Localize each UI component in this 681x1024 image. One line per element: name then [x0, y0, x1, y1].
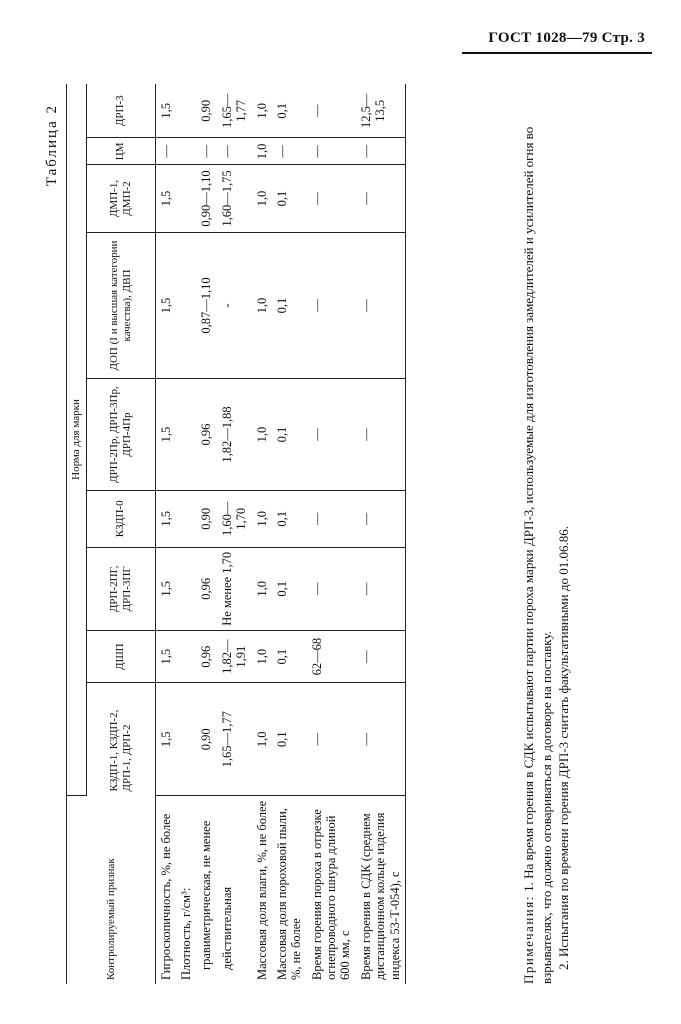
table-cell: 1,0 [252, 165, 272, 233]
table-cell: 0,1 [272, 630, 307, 683]
table-cell: 1,0 [252, 379, 272, 491]
table-cell: 1,5 [155, 547, 176, 630]
table-cell: 0,1 [272, 165, 307, 233]
table-cell: — [307, 379, 356, 491]
table-cell: — [307, 232, 356, 379]
table-cell: Не менее 1,70 [217, 547, 252, 630]
row-label: Массовая доля пороховой пыли, %, не более [274, 808, 304, 980]
row-label: Время горения пороха в отрезке огнепроводного шнура длиной 600 мм, с [309, 809, 353, 980]
table-cell: 1,5 [155, 379, 176, 491]
table-cell: — [307, 490, 356, 547]
note-2: 2. Испытания по времени горения ДРП-3 считать факультативными до 01.06.86. [556, 526, 572, 970]
table-row [217, 84, 252, 984]
group-header-norm: Норма для марки [67, 84, 87, 796]
column-header-brand: ЦМ [86, 138, 155, 165]
table-cell: — [356, 232, 406, 379]
table-cell: 1,5 [155, 84, 176, 138]
table-cell: 1,0 [252, 490, 272, 547]
table-cell: 0,1 [272, 232, 307, 379]
table-cell: — [307, 84, 356, 138]
table-cell: 1,60—1,75 [217, 165, 252, 233]
table-cell: — [356, 490, 406, 547]
table-cell: — [356, 630, 406, 683]
norms-table [66, 84, 406, 984]
table-cell: — [356, 138, 406, 165]
row-label: Массовая доля влаги, %, не более [254, 800, 269, 980]
table-cell: 1,82—1,91 [217, 630, 252, 683]
table-cell: 1,65—1,77 [217, 683, 252, 796]
table-cell: 0,1 [272, 379, 307, 491]
table-cell: 1,60—1,70 [217, 490, 252, 547]
table-cell [176, 630, 196, 683]
table-cell: — [307, 547, 356, 630]
note-1 [520, 84, 555, 984]
table-cell: — [196, 138, 216, 165]
table-cell: 1,0 [252, 232, 272, 379]
table-cell [176, 683, 196, 796]
notes-block [520, 84, 573, 984]
column-header-brand: ДРП-2ПГ, ДРП-3ПГ [86, 547, 155, 630]
table-cell: 0,96 [196, 379, 216, 491]
table-row [307, 84, 356, 984]
column-header-brand: КЗДП-0 [86, 490, 155, 547]
table-row [252, 84, 272, 984]
table-cell: 0,90 [196, 683, 216, 796]
table-cell: 0,96 [196, 547, 216, 630]
row-label: действительная [219, 886, 234, 970]
table-caption: Таблица 2 [44, 104, 60, 187]
note-1-text: 1. На время горения в СДК испытывают партии пороха марки ДРП-3, используемые для изготовления замедлителей и усилителей огня во взрывателях, что должно оговариваться в договоре на поставку. [521, 126, 554, 984]
table-cell: — [356, 683, 406, 796]
table-cell: 1,0 [252, 683, 272, 796]
column-header-brand: ДРП-2Пр, ДРП-3Пр, ДРП-4Пр [86, 379, 155, 491]
column-header-criterion: Контролируемый признак [67, 796, 156, 985]
column-header-brand: КЗДП-1, КЗДП-2, ДРП-1, ДРП-2 [86, 683, 155, 796]
table-cell: 0,96 [196, 630, 216, 683]
table-cell: 0,87—1,10 [196, 232, 216, 379]
table-cell: 1,5 [155, 165, 176, 233]
table-row [155, 84, 176, 984]
table-cell: 0,1 [272, 547, 307, 630]
row-label: Плотность, г/см³: [179, 887, 194, 980]
table-cell [176, 138, 196, 165]
table-cell: — [155, 138, 176, 165]
table-cell: 1,0 [252, 84, 272, 138]
table-cell: 0,90 [196, 84, 216, 138]
table-row [176, 84, 196, 984]
table-cell: 1,5 [155, 630, 176, 683]
table-cell: 1,0 [252, 630, 272, 683]
table-cell: 1,0 [252, 547, 272, 630]
table-cell: — [272, 138, 307, 165]
table-cell: — [356, 547, 406, 630]
table-cell: 0,1 [272, 490, 307, 547]
table-cell: 0,90—1,10 [196, 165, 216, 233]
table-cell: — [356, 379, 406, 491]
table-cell: 1,0 [252, 138, 272, 165]
notes-title: Примечания: [521, 895, 536, 984]
table-cell: — [307, 138, 356, 165]
row-label: Гигроскопичность, %, не более [158, 813, 173, 980]
table-cell: 1,82—1,88 [217, 379, 252, 491]
column-header-brand: ДМП-1, ДМП-2 [86, 165, 155, 233]
table-cell: - [217, 232, 252, 379]
row-label: Время горения в СДК (среднем дистанционном кольце изделия индекса 53-Т-054), с [358, 812, 402, 980]
table-cell: — [307, 683, 356, 796]
row-label: гравиметрическая, не менее [199, 820, 214, 970]
table-row [356, 84, 406, 984]
column-header-brand: ДРП-3 [86, 84, 155, 138]
table-cell: 62—68 [307, 630, 356, 683]
table-cell [176, 165, 196, 233]
table-row [196, 84, 216, 984]
table-cell: — [307, 165, 356, 233]
table-cell: 0,90 [196, 490, 216, 547]
rotated-page-content [40, 84, 580, 984]
table-cell [176, 232, 196, 379]
table-cell: 1,5 [155, 232, 176, 379]
table-cell: 12,5—13,5 [356, 84, 406, 138]
table-cell: — [356, 165, 406, 233]
table-cell: 1,5 [155, 490, 176, 547]
table-cell [176, 490, 196, 547]
column-header-brand: ДШП [86, 630, 155, 683]
page-header: ГОСТ 1028—79 Стр. 3 [488, 30, 645, 46]
table-row [272, 84, 307, 984]
table-cell: 0,1 [272, 683, 307, 796]
table-cell [176, 379, 196, 491]
table-cell: 1,5 [155, 683, 176, 796]
table-cell [176, 84, 196, 138]
table-cell: 1,65—1,77 [217, 84, 252, 138]
table-cell [176, 547, 196, 630]
table-cell: 0,1 [272, 84, 307, 138]
column-header-brand: ДОП (I и высшая категории качества), ДВП [86, 232, 155, 379]
header-rule [462, 52, 652, 54]
table-cell: — [217, 138, 252, 165]
